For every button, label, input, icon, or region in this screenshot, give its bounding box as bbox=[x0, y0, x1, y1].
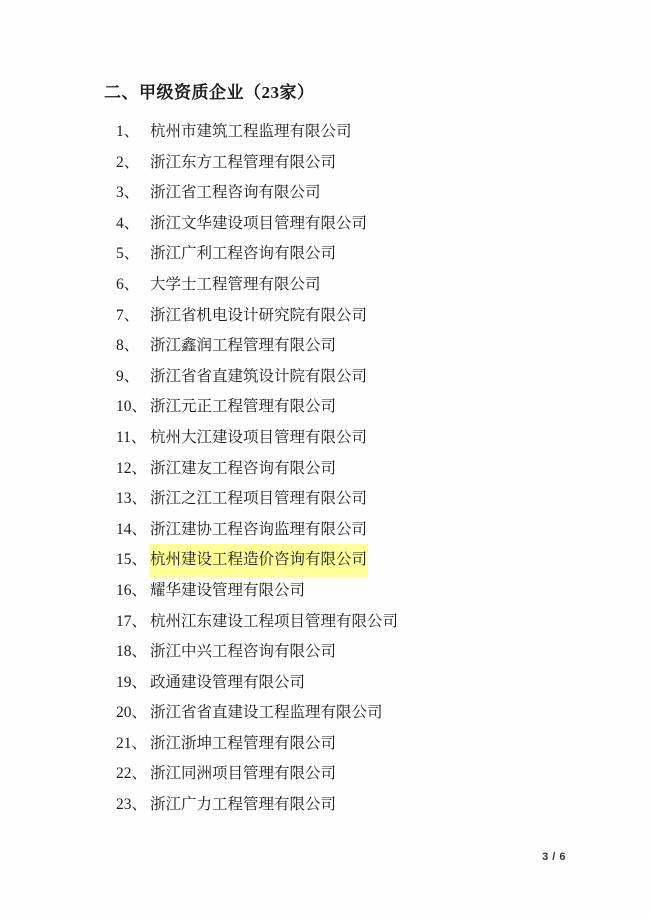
list-item bbox=[116, 117, 564, 148]
list-item bbox=[116, 270, 564, 301]
list-item-label: 浙江建友工程咨询有限公司 bbox=[150, 459, 337, 477]
list-item-label: 浙江元正工程管理有限公司 bbox=[150, 398, 337, 416]
list-item bbox=[116, 759, 564, 790]
list-item-number: 14、 bbox=[116, 520, 148, 538]
list-item bbox=[116, 423, 564, 454]
page-number: 3 / 6 bbox=[542, 851, 566, 863]
list-item-label: 杭州江东建设工程项目管理有限公司 bbox=[150, 612, 399, 630]
list-item-label: 浙江浙坤工程管理有限公司 bbox=[150, 734, 337, 752]
list-item-number: 3、 bbox=[116, 184, 140, 202]
list-item-number: 21、 bbox=[116, 734, 148, 752]
list-item-number: 23、 bbox=[116, 796, 148, 814]
list-item-number: 5、 bbox=[116, 245, 140, 263]
list-item bbox=[116, 392, 564, 423]
list-item bbox=[116, 607, 564, 638]
list-item-label: 耀华建设管理有限公司 bbox=[150, 581, 306, 599]
list-item-number: 6、 bbox=[116, 275, 140, 293]
list-item-number: 11、 bbox=[116, 428, 147, 446]
list-item-label: 浙江广力工程管理有限公司 bbox=[150, 796, 337, 814]
list-item-label: 政通建设管理有限公司 bbox=[150, 673, 306, 691]
list-item-label: 浙江东方工程管理有限公司 bbox=[150, 153, 337, 171]
list-item-number: 13、 bbox=[116, 490, 148, 508]
list-item-label: 浙江广利工程咨询有限公司 bbox=[150, 245, 337, 263]
list-item-label: 浙江省机电设计研究院有限公司 bbox=[150, 306, 368, 324]
list-item-number: 9、 bbox=[116, 367, 140, 385]
list-item-number: 15、 bbox=[116, 551, 148, 569]
list-item bbox=[116, 545, 564, 576]
list-item-label: 浙江中兴工程咨询有限公司 bbox=[150, 643, 337, 661]
list-item-number: 10、 bbox=[116, 398, 148, 416]
list-item-number: 12、 bbox=[116, 459, 148, 477]
list-item bbox=[116, 729, 564, 760]
list-item bbox=[116, 178, 564, 209]
list-item-label: 杭州建设工程造价咨询有限公司 bbox=[150, 545, 367, 576]
list-item bbox=[116, 484, 564, 515]
list-item bbox=[116, 331, 564, 362]
list-item-number: 16、 bbox=[116, 581, 148, 599]
list-item-label: 浙江之江工程项目管理有限公司 bbox=[150, 490, 368, 508]
list-item bbox=[116, 668, 564, 699]
list-item bbox=[116, 515, 564, 546]
list-item-number: 8、 bbox=[116, 337, 140, 355]
list-item bbox=[116, 576, 564, 607]
list-item bbox=[116, 698, 564, 729]
list-item-number: 19、 bbox=[116, 673, 148, 691]
list-item bbox=[116, 209, 564, 240]
list-item-number: 1、 bbox=[116, 123, 140, 140]
list-item-number: 17、 bbox=[116, 612, 148, 630]
list-item-label: 浙江鑫润工程管理有限公司 bbox=[150, 337, 337, 355]
list-item bbox=[116, 301, 564, 332]
list-item-label: 杭州市建筑工程监理有限公司 bbox=[150, 123, 352, 140]
company-list bbox=[86, 117, 564, 821]
list-item-number: 22、 bbox=[116, 765, 148, 783]
list-item-label: 浙江省省直建筑设计院有限公司 bbox=[150, 367, 368, 385]
list-item-number: 7、 bbox=[116, 306, 140, 324]
list-item-label: 浙江建协工程咨询监理有限公司 bbox=[150, 520, 368, 538]
list-item bbox=[116, 637, 564, 668]
list-item bbox=[116, 148, 564, 179]
list-item bbox=[116, 454, 564, 485]
list-item-label: 杭州大江建设项目管理有限公司 bbox=[150, 428, 368, 446]
list-item-number: 2、 bbox=[116, 153, 140, 171]
list-item-label: 大学士工程管理有限公司 bbox=[150, 275, 321, 293]
list-item bbox=[116, 239, 564, 270]
list-item-label: 浙江省省直建设工程监理有限公司 bbox=[150, 704, 383, 722]
list-item-number: 18、 bbox=[116, 643, 148, 661]
list-item bbox=[116, 362, 564, 393]
list-item-label: 浙江文华建设项目管理有限公司 bbox=[150, 214, 368, 232]
section-heading: 二、甲级资质企业（23家） bbox=[104, 83, 315, 102]
list-item-number: 4、 bbox=[116, 214, 140, 232]
list-item bbox=[116, 790, 564, 821]
list-item-label: 浙江省工程咨询有限公司 bbox=[150, 184, 321, 202]
list-item-label: 浙江同洲项目管理有限公司 bbox=[150, 765, 337, 783]
list-item-number: 20、 bbox=[116, 704, 148, 722]
